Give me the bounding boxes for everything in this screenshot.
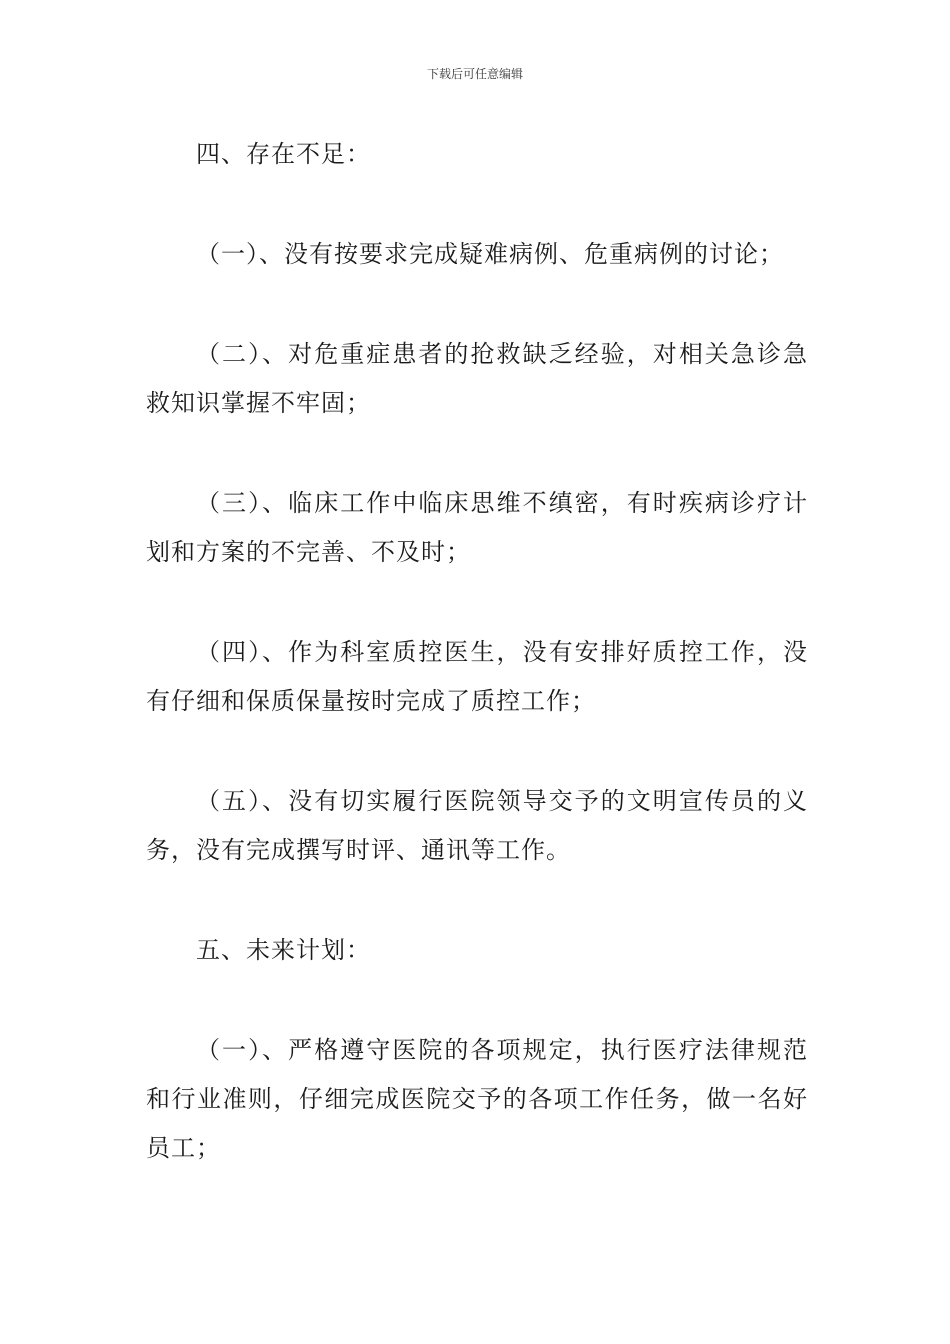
paragraph-item: （四）、作为科室质控医生，没有安排好质控工作，没有仔细和保质保量按时完成了质控工作； <box>146 638 808 715</box>
paragraph-item: （一）、没有按要求完成疑难病例、危重病例的讨论； <box>196 240 784 268</box>
page-header: 下载后可任意编辑 <box>426 67 523 81</box>
paragraph-item: （三）、临床工作中临床思维不缜密，有时疾病诊疗计划和方案的不完善、不及时； <box>146 489 808 566</box>
document-body <box>146 130 808 1173</box>
paragraph-item: （五）、没有切实履行医院领导交予的文明宣传员的义务，没有完成撰写时评、通讯等工作。 <box>146 787 808 864</box>
section-heading-future-plan: 五、未来计划： <box>196 936 371 964</box>
section-heading-shortcomings: 四、存在不足： <box>196 140 371 168</box>
paragraph-item: （二）、对危重症患者的抢救缺乏经验，对相关急诊急救知识掌握不牢固； <box>146 340 808 417</box>
paragraph-item: （一）、严格遵守医院的各项规定，执行医疗法律规范和行业准则，仔细完成医院交予的各项工作任务，做一名好员工； <box>146 1036 808 1162</box>
